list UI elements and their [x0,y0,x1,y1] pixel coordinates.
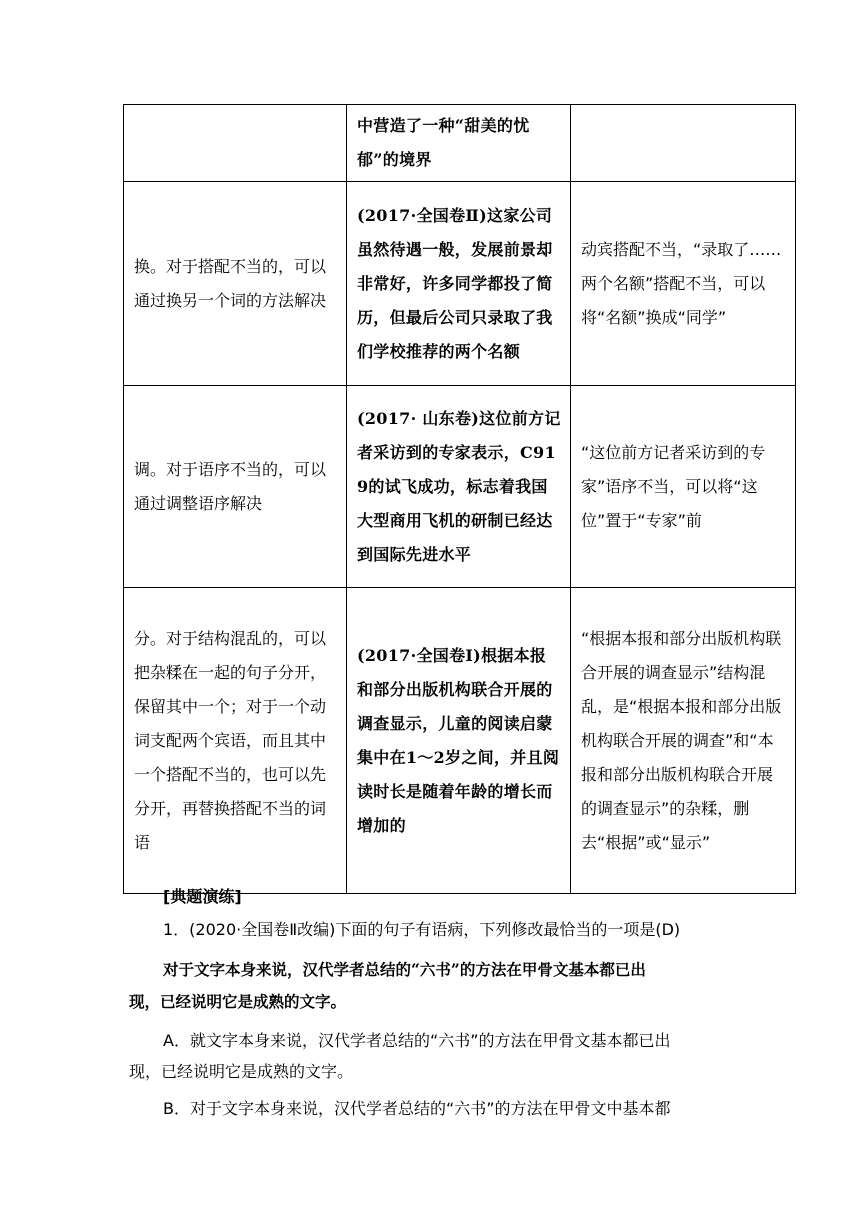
option-b-line-1: B．对于文字本身来说，汉代学者总结的“六书”的方法在甲骨文中基本都 [163,1099,671,1118]
grammar-correction-table [123,104,796,894]
question-text: 1．(2020·全国卷Ⅱ改编)下面的句子有语病，下列修改最恰当的一项是(D) [163,920,681,939]
table-row [124,105,796,182]
option-a-line-2: 现，已经说明它是成熟的文字。 [129,1062,354,1081]
practice-heading: [典题演练] [163,887,242,906]
example-cell: (2017·全国卷Ⅰ)根据本报和部分出版机构联合开展的调查显示，儿童的阅读启蒙集中在1～2岁之间，并且阅读时长是随着年龄的增长而增加的 [347,588,571,894]
table-row [124,182,796,386]
method-cell [124,105,347,182]
example-cell: (2017·全国卷Ⅱ)这家公司虽然待遇一般，发展前景却非常好，许多同学都投了简历，但最后公司只录取了我们学校推荐的两个名额 [347,182,571,386]
method-cell: 调。对于语序不当的，可以通过调整语序解决 [124,386,347,588]
sentence-line-1: 对于文字本身来说，汉代学者总结的“六书”的方法在甲骨文基本都已出 [163,960,646,979]
method-cell: 分。对于结构混乱的，可以把杂糅在一起的句子分开，保留其中一个；对于一个动词支配两个宾语，而且其中一个搭配不当的，也可以先分开，再替换搭配不当的词语 [124,588,347,894]
analysis-cell: “根据本报和部分出版机构联合开展的调查显示”结构混乱，是“根据本报和部分出版机构联合开展的调查”和“本报和部分出版机构联合开展的调查显示”的杂糅，删去“根据”或“显示” [571,588,796,894]
table-row [124,386,796,588]
table-row [124,588,796,894]
example-cell: 中营造了一种“甜美的忧郁”的境界 [347,105,571,182]
analysis-cell: “这位前方记者采访到的专家”语序不当，可以将“这位”置于“专家”前 [571,386,796,588]
sentence-line-2: 现，已经说明它是成熟的文字。 [129,992,347,1011]
option-a-line-1: A．就文字本身来说，汉代学者总结的“六书”的方法在甲骨文基本都已出 [163,1031,671,1050]
analysis-cell: 动宾搭配不当，“录取了……两个名额”搭配不当，可以将“名额”换成“同学” [571,182,796,386]
analysis-cell [571,105,796,182]
example-cell: (2017· 山东卷)这位前方记者采访到的专家表示，C919的试飞成功，标志着我国大型商用飞机的研制已经达到国际先进水平 [347,386,571,588]
method-cell: 换。对于搭配不当的，可以通过换另一个词的方法解决 [124,182,347,386]
